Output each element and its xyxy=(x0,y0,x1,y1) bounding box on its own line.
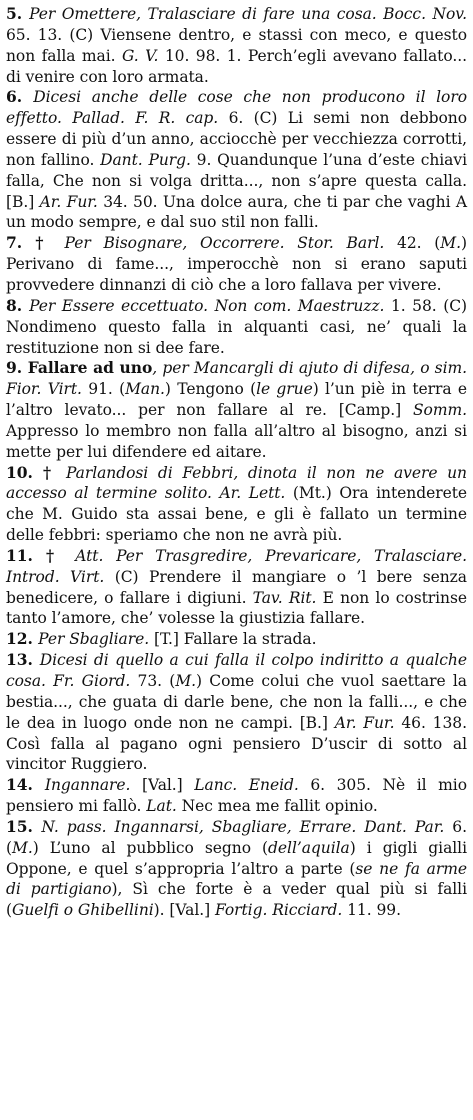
entry-text: dell’aquila xyxy=(268,838,350,857)
entry-text: 34. 50. Una dolce aura, che ti par che vaghi A un modo sempre, e dal suo stil non falli. xyxy=(6,192,467,232)
entry-number: 5. xyxy=(6,4,30,23)
entry-text: Tav. Rit. xyxy=(252,588,323,607)
entry-text: M. xyxy=(175,672,197,690)
entry-text: 73. ( xyxy=(137,672,176,690)
entry-text: Per Essere eccettuato. Non com. Maestruzz. xyxy=(29,296,391,315)
entry-text: le grue xyxy=(256,380,313,399)
entry-text: (C) Prendere il mangiare o ’l bere senza benedicere, o fallare i digiuni. xyxy=(6,567,467,607)
entry-text: se ne fa arme di partigiano xyxy=(6,859,467,899)
entry-number: 13. xyxy=(6,650,40,670)
entry-text: 11. 99. xyxy=(347,901,401,920)
entry-text: Ar. Fur. xyxy=(334,713,402,732)
entry-text: ) Perivano di fame..., imperocchè non si erano saputi provvedere dinnanzi di ciò che a loro fallava per vivere. xyxy=(6,234,467,294)
dictionary-entry-e8 xyxy=(6,296,467,359)
entry-number: 11. † xyxy=(6,545,76,565)
dictionary-entry-e15 xyxy=(6,817,467,921)
entry-number: 7. † xyxy=(6,233,65,253)
entry-text: Nec mea me fallit opinio. xyxy=(181,797,378,816)
entry-text: Appresso lo membro non falla all’altro al bisogno, anzi si mette per lui difendere ed aitare. xyxy=(6,421,467,461)
entry-text: 10. 98. 1. Perch’egli avevano fallato... di venire con loro armata. xyxy=(6,46,467,86)
entry-text: Lat. xyxy=(146,797,182,816)
entry-number: 10. † xyxy=(6,462,66,482)
entry-text: 65. 13. (C) Viensene dentro, e stassi con meco, e questo non falla mai. xyxy=(6,25,467,65)
entry-number: 8. xyxy=(6,295,30,315)
entry-text: 9. Quandunque l’una d’este chiavi falla, Che non si volga dritta..., non s’apre questa calla. [B.] xyxy=(6,150,467,211)
dictionary-entry-e13 xyxy=(6,650,467,775)
entry-text: ) Come colui che vuol saettare la bestia..., che guata di darle bene, che non la falli..., e che le dea in luogo onde non ne campi. [B.] xyxy=(6,672,467,732)
entry-text: Att. Per Trasgredire, Prevaricare, Tralasciare. Introd. Virt. xyxy=(6,546,467,586)
entry-list xyxy=(6,4,467,921)
entry-text: 6. (C) Li semi non debbono essere di più d’un anno, acciocchè per vecchiezza corrotti, non fallino. xyxy=(6,109,467,169)
entry-text: [T.] Fallare la strada. xyxy=(153,630,317,649)
entry-text: Parlandosi di Febbri, dinota il non ne avere un accesso al termine solito. Ar. Lett. xyxy=(6,463,467,503)
entry-text: Per Sbagliare. xyxy=(38,630,154,649)
entry-text: Man. xyxy=(125,380,165,399)
entry-text: Ar. Fur. xyxy=(39,192,104,211)
entry-text: Per Bisognare, Occorrere. Stor. Barl. xyxy=(64,234,398,253)
entry-text: 91. ( xyxy=(88,380,126,399)
dictionary-entry-e6 xyxy=(6,87,467,233)
entry-text: Ingannare. xyxy=(44,776,142,795)
entry-text: G. V. xyxy=(121,46,165,65)
dictionary-entry-e14 xyxy=(6,775,467,817)
entry-text: 6. ( xyxy=(6,817,467,857)
entry-text: [Val.] xyxy=(141,776,195,795)
entry-text: (Mt.) Ora intenderete che M. Guido sta assai bene, e gli è fallato un termine delle febbri: speriamo che non ne avrà più. xyxy=(6,484,467,545)
entry-text: , per Mancargli di ajuto di difesa, o sim. Fior. Virt. xyxy=(6,359,468,399)
entry-text: Dant. Purg. xyxy=(100,150,197,169)
dictionary-entry-e9 xyxy=(6,358,467,462)
entry-text: Per Omettere, Tralasciare di fare una cosa. Bocc. Nov. xyxy=(29,5,467,23)
entry-text: ) i gigli gialli Oppone, e quel s’appropria l’altro a parte ( xyxy=(6,838,467,878)
entry-text: ) L’uno al pubblico segno ( xyxy=(32,838,269,857)
entry-text: M. xyxy=(12,838,33,857)
entry-text: Guelfi o Ghibellini xyxy=(12,901,154,920)
entry-text: Dicesi anche delle cose che non producono il loro effetto. Pallad. F. R. cap. xyxy=(6,88,467,128)
entry-text: 9. Fallare ad uno xyxy=(6,358,153,378)
entry-text: Fortig. Ricciard. xyxy=(214,901,348,920)
entry-text: Somm. xyxy=(412,401,467,420)
dictionary-entry-e5 xyxy=(6,4,467,87)
entry-text: M. xyxy=(440,234,461,253)
entry-text: 46. 138. Così falla al pagano ogni pensiero D’uscir di sotto al vincitor Ruggiero. xyxy=(6,713,467,774)
dictionary-entry-e7 xyxy=(6,233,467,296)
entry-number: 6. xyxy=(6,87,34,107)
entry-text: 1. 58. (C) Nondimeno questo falla in alquanti casi, ne’ quali la restituzione non si dee fare. xyxy=(6,296,468,357)
entry-text: Lanc. Eneid. xyxy=(194,776,311,795)
entry-number: 15. xyxy=(6,816,42,836)
dictionary-entry-e10 xyxy=(6,463,467,546)
entry-text: E non lo costrinse tanto l’amore, che’ volesse la giustizia fallare. xyxy=(6,588,468,628)
dictionary-entry-e12 xyxy=(6,629,467,650)
dictionary-entry-e11 xyxy=(6,546,467,629)
entry-text: Dicesi di quello a cui falla il colpo indiritto a qualche cosa. Fr. Giord. xyxy=(6,651,467,690)
entry-text: 6. 305. Nè il mio pensiero mi fallò. xyxy=(6,776,467,816)
entry-text: 42. ( xyxy=(397,234,441,253)
entry-text: ) Tengono ( xyxy=(164,380,257,399)
entry-text: ) l’un piè in terra e l’altro levato... per non fallare al re. [Camp.] xyxy=(6,380,468,420)
entry-text: ), Sì che forte è a veder qual più si falli ( xyxy=(6,880,467,920)
entry-number: 14. xyxy=(6,775,45,795)
entry-text: N. pass. Ingannarsi, Sbagliare, Errare. Dant. Par. xyxy=(41,817,453,836)
entry-number: 12. xyxy=(6,629,39,649)
entry-text: ). [Val.] xyxy=(153,901,215,920)
